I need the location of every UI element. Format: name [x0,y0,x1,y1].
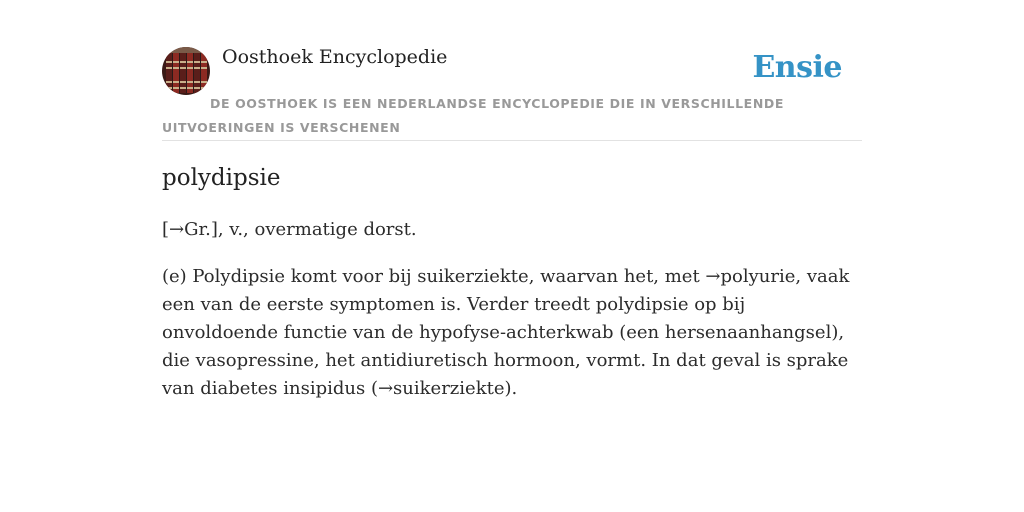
site-header [162,46,862,141]
site-title[interactable]: Oosthoek Encyclopedie [222,46,448,68]
entry-content [162,160,862,403]
entry-description: (e) Polydipsie komt voor bij suikerziekte, waarvan het, met →polyurie, vaak een van de eerste symptomen is. Verder treedt polydipsie op bij onvoldoende functie van de hypofyse-achterkwab (een hersenaanhangsel), die vasopressine, het antidiuretisch hormoon, vormt. In dat geval is sprake van diabetes insipidus (→suikerziekte). [162,266,850,399]
ensie-logo[interactable]: Ensie [752,50,842,85]
encyclopedia-books-icon[interactable] [162,47,210,95]
site-tagline: DE OOSTHOEK IS EEN NEDERLANDSE ENCYCLOPEDIE DIE IN VERSCHILLENDE UITVOERINGEN IS VERSCHENEN [162,96,784,135]
entry-title: polydipsie [162,165,281,191]
entry-definition: [→Gr.], v., overmatige dorst. [162,219,417,240]
